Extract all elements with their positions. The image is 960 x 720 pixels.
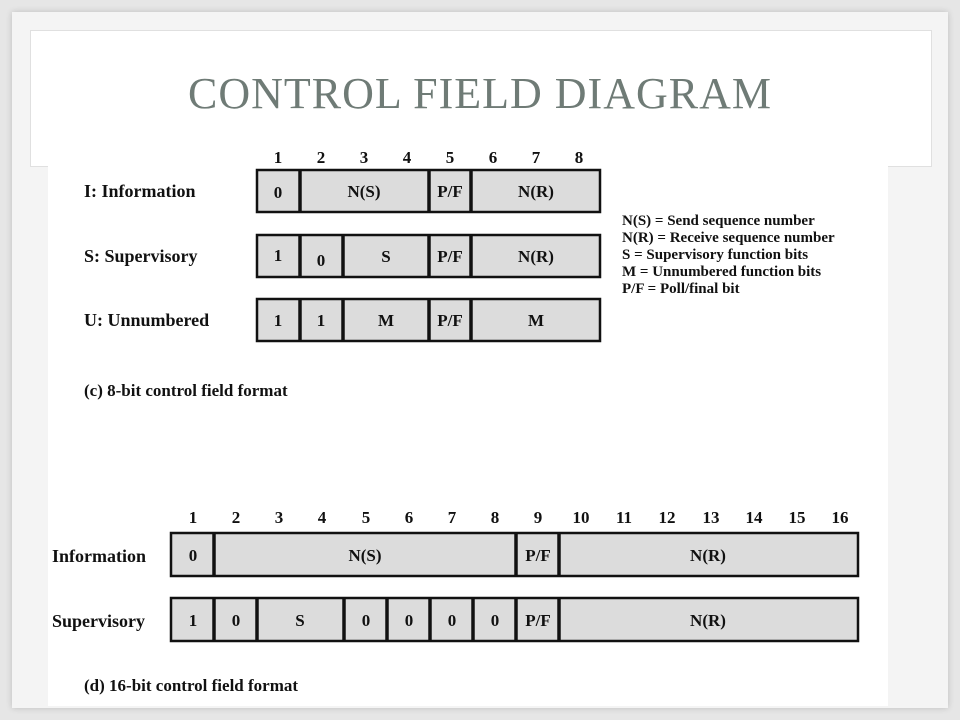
bit-number: 6	[404, 508, 414, 527]
bit-number: 7	[531, 148, 541, 167]
bit-number: 3	[274, 508, 284, 527]
bit-number: 14	[745, 508, 763, 527]
cell-label: 1	[316, 311, 326, 330]
row-label: S: Supervisory	[84, 246, 198, 266]
cell-label: P/F	[437, 247, 463, 266]
bit-number: 8	[490, 508, 500, 527]
cell-label: P/F	[437, 311, 463, 330]
row-label: Supervisory	[52, 611, 146, 631]
bit-number: 8	[574, 148, 584, 167]
cell-label: N(R)	[690, 611, 726, 630]
cell-label: N(R)	[518, 247, 554, 266]
row-16bit-supervisory	[52, 598, 858, 641]
row-label: U: Unnumbered	[84, 310, 210, 330]
cell-label: S	[381, 247, 391, 266]
bit-number: 5	[445, 148, 455, 167]
bit-number: 4	[402, 148, 412, 167]
row-label: I: Information	[84, 181, 196, 201]
cell-label: 0	[316, 251, 326, 270]
cell-label: 0	[490, 611, 500, 630]
cell-label: 1	[273, 246, 283, 265]
legend-item: S = Supervisory function bits	[622, 247, 809, 263]
cell-label: P/F	[525, 611, 551, 630]
legend	[622, 213, 835, 297]
cell-label: N(S)	[347, 182, 381, 201]
bit-numbers-16	[189, 508, 849, 527]
bit-number: 2	[316, 148, 326, 167]
bit-number: 10	[572, 508, 590, 527]
row-16bit-information	[52, 533, 858, 576]
cell-label: N(S)	[348, 546, 382, 565]
cell-label: P/F	[437, 182, 463, 201]
row-8bit-information	[84, 170, 600, 212]
cell-label: 0	[404, 611, 414, 630]
bit-number: 15	[788, 508, 806, 527]
bit-number: 3	[359, 148, 369, 167]
row-8bit-supervisory	[84, 235, 600, 277]
legend-item: P/F = Poll/final bit	[622, 281, 740, 297]
bit-number: 1	[188, 508, 198, 527]
legend-item: M = Unnumbered function bits	[622, 264, 822, 280]
cell-label: 1	[273, 311, 283, 330]
cell-label: M	[377, 311, 395, 330]
cell-label: M	[527, 311, 545, 330]
cell-label: N(R)	[690, 546, 726, 565]
bit-number: 7	[447, 508, 457, 527]
legend-item: N(S) = Send sequence number	[622, 213, 815, 229]
bit-numbers-8	[274, 148, 584, 167]
bit-number: 9	[533, 508, 543, 527]
cell-label: 0	[447, 611, 457, 630]
bit-number: 16	[831, 508, 849, 527]
bit-number: 11	[615, 508, 633, 527]
row-label: Information	[52, 546, 146, 566]
bit-number: 1	[273, 148, 283, 167]
cell-label: 1	[188, 611, 198, 630]
bit-number: 12	[658, 508, 676, 527]
bit-number: 6	[488, 148, 498, 167]
bit-number: 13	[702, 508, 720, 527]
bit-number: 4	[317, 508, 327, 527]
slide-title: CONTROL FIELD DIAGRAM	[187, 69, 773, 118]
caption-16bit: (d) 16-bit control field format	[84, 676, 299, 695]
caption-8bit: (c) 8-bit control field format	[84, 381, 288, 400]
bit-number: 2	[231, 508, 241, 527]
cell-label: 0	[361, 611, 371, 630]
row-8bit-unnumbered	[84, 299, 600, 341]
bit-number: 5	[361, 508, 371, 527]
cell-label: 0	[273, 183, 283, 202]
cell-label: 0	[231, 611, 241, 630]
cell-label: 0	[188, 546, 198, 565]
cell-label: P/F	[525, 546, 551, 565]
cell-label: N(R)	[518, 182, 554, 201]
legend-item: N(R) = Receive sequence number	[622, 230, 835, 246]
cell-label: S	[295, 611, 305, 630]
